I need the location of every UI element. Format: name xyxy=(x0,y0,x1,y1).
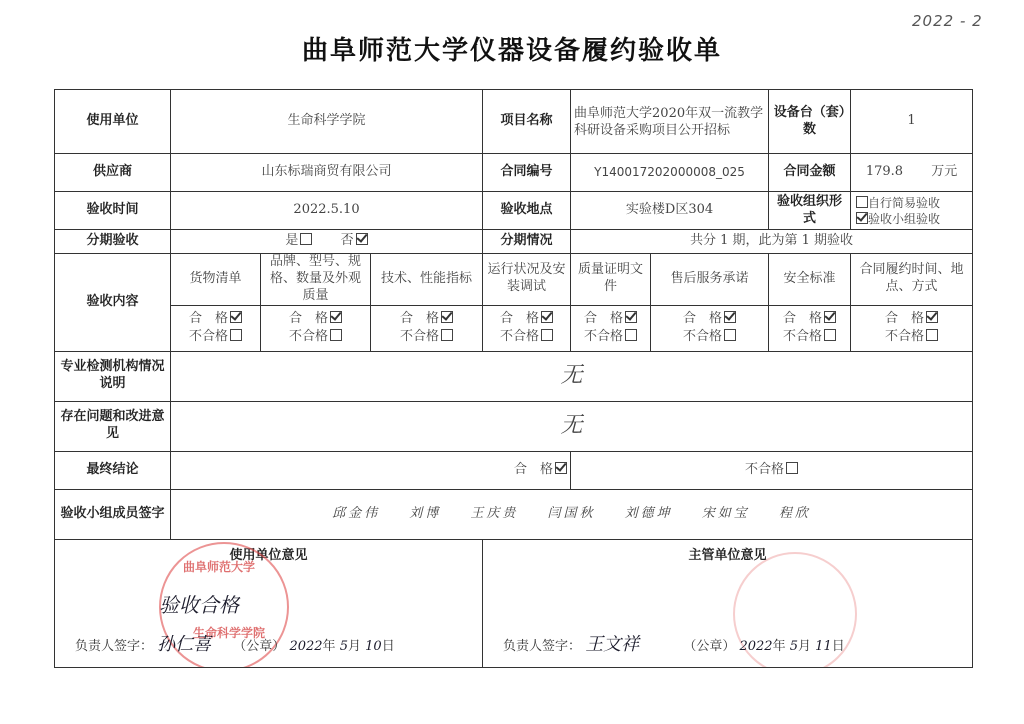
conclusion-fail-empty-icon[interactable] xyxy=(786,462,798,474)
pass-checked-icon[interactable] xyxy=(230,311,242,323)
acceptance-form-table xyxy=(54,89,973,668)
row-conclusion xyxy=(55,451,973,489)
members-label: 验收小组成员签字 xyxy=(55,489,171,539)
form-option-self[interactable]: 自行简易验收 xyxy=(854,195,969,211)
conclusion-pass-checked-icon[interactable] xyxy=(555,462,567,474)
supplier-value: 山东标瑞商贸有限公司 xyxy=(171,154,483,192)
result-cell-8: 合 格 不合格 xyxy=(851,305,973,351)
result-cell-6: 合 格 不合格 xyxy=(651,305,769,351)
result-cell-3: 合 格 不合格 xyxy=(371,305,483,351)
amount-unit: 万元 xyxy=(931,164,958,180)
content-col-7: 安全标准 xyxy=(769,254,851,306)
fail-empty-icon[interactable] xyxy=(330,329,342,341)
staged-label: 分期验收 xyxy=(55,230,171,254)
row-members xyxy=(55,489,973,539)
seal-bottom-text: 生命科学学院 xyxy=(193,625,266,640)
document-title: 曲阜师范大学仪器设备履约验收单 xyxy=(301,36,722,66)
checkbox-empty-icon xyxy=(856,196,868,208)
amount-label: 合同金额 xyxy=(769,154,851,192)
time-label: 验收时间 xyxy=(55,192,171,230)
user-unit-sign-row: 负责人签字： 孙仁喜 （公章） 2022年 5月 10日 xyxy=(75,634,395,656)
pass-checked-icon[interactable] xyxy=(926,311,938,323)
conclusion-pass: 合 格 xyxy=(171,451,571,489)
result-cell-1: 合 格 不合格 xyxy=(171,305,261,351)
inspection-value: 无 xyxy=(171,351,973,401)
unit-label: 使用单位 xyxy=(55,90,171,154)
content-col-8: 合同履约时间、地点、方式 xyxy=(851,254,973,306)
form-label: 验收组织形式 xyxy=(769,192,851,230)
fail-empty-icon[interactable] xyxy=(625,329,637,341)
fail-empty-icon[interactable] xyxy=(926,329,938,341)
staged-options: 是 否 xyxy=(171,230,483,254)
row-time xyxy=(55,192,973,230)
issues-value: 无 xyxy=(171,401,973,451)
row-issues xyxy=(55,401,973,451)
row-unit xyxy=(55,90,973,154)
staged-info-label: 分期情况 xyxy=(483,230,571,254)
conclusion-label: 最终结论 xyxy=(55,451,171,489)
content-col-3: 技术、性能指标 xyxy=(371,254,483,306)
qty-value: 1 xyxy=(851,90,973,154)
checkbox-no-checked-icon[interactable] xyxy=(356,233,368,245)
form-options xyxy=(851,192,973,230)
result-cell-2: 合 格 不合格 xyxy=(261,305,371,351)
conclusion-fail: 不合格 xyxy=(571,451,973,489)
place-value: 实验楼D区304 xyxy=(571,192,769,230)
row-content-header xyxy=(55,254,973,306)
amount-cell xyxy=(851,154,973,192)
result-cell-5: 合 格 不合格 xyxy=(571,305,651,351)
row-opinions xyxy=(55,539,973,667)
seal-top-text: 曲阜师范大学 xyxy=(183,559,256,574)
row-supplier xyxy=(55,154,973,192)
content-label: 验收内容 xyxy=(55,254,171,352)
time-value: 2022.5.10 xyxy=(171,192,483,230)
result-cell-4: 合 格 不合格 xyxy=(483,305,571,351)
place-label: 验收地点 xyxy=(483,192,571,230)
inspection-label: 专业检测机构情况说明 xyxy=(55,351,171,401)
content-col-1: 货物清单 xyxy=(171,254,261,306)
qty-label: 设备台（套）数 xyxy=(769,90,851,154)
supervisor-signer: 王文祥 xyxy=(585,634,640,656)
contract-no-label: 合同编号 xyxy=(483,154,571,192)
member-signatures: 邱金伟 刘博 王庆贵 闫国秋 刘德坤 宋如宝 程欣 xyxy=(171,489,973,539)
supervisor-opinion xyxy=(483,539,973,667)
pass-checked-icon[interactable] xyxy=(724,311,736,323)
supervisor-opinion-title: 主管单位意见 xyxy=(688,547,767,563)
user-unit-handwritten-note: 验收合格 xyxy=(159,592,239,617)
fail-empty-icon[interactable] xyxy=(541,329,553,341)
row-staged xyxy=(55,230,973,254)
checkbox-checked-icon xyxy=(856,212,868,224)
pass-checked-icon[interactable] xyxy=(625,311,637,323)
row-inspection xyxy=(55,351,973,401)
fail-empty-icon[interactable] xyxy=(230,329,242,341)
contract-no-value: Y140017202000008_025 xyxy=(571,154,769,192)
pass-checked-icon[interactable] xyxy=(330,311,342,323)
handwritten-corner-note: 2022 - 2 xyxy=(912,12,983,30)
checkbox-yes-empty-icon[interactable] xyxy=(300,233,312,245)
result-cell-7: 合 格 不合格 xyxy=(769,305,851,351)
content-col-2: 品牌、型号、规格、数量及外观质量 xyxy=(261,254,371,306)
fail-empty-icon[interactable] xyxy=(824,329,836,341)
user-unit-opinion-title: 使用单位意见 xyxy=(229,547,308,563)
content-col-6: 售后服务承诺 xyxy=(651,254,769,306)
amount-value: 179.8 xyxy=(865,164,904,180)
issues-label: 存在问题和改进意见 xyxy=(55,401,171,451)
content-col-5: 质量证明文件 xyxy=(571,254,651,306)
pass-checked-icon[interactable] xyxy=(441,311,453,323)
row-content-results xyxy=(55,305,973,351)
form-option-group[interactable]: 验收小组验收 xyxy=(854,211,969,227)
unit-value: 生命科学学院 xyxy=(171,90,483,154)
supplier-label: 供应商 xyxy=(55,154,171,192)
staged-info-value: 共分 1 期，此为第 1 期验收 xyxy=(571,230,973,254)
content-col-4: 运行状况及安装调试 xyxy=(483,254,571,306)
pass-checked-icon[interactable] xyxy=(541,311,553,323)
fail-empty-icon[interactable] xyxy=(724,329,736,341)
user-unit-signer: 孙仁喜 xyxy=(157,634,212,656)
supervisor-sign-row: 负责人签字： 王文祥 （公章） 2022年 5月 11日 xyxy=(503,634,845,656)
project-value: 曲阜师范大学2020年双一流教学科研设备采购项目公开招标 xyxy=(571,90,769,154)
project-label: 项目名称 xyxy=(483,90,571,154)
user-unit-opinion xyxy=(55,539,483,667)
pass-checked-icon[interactable] xyxy=(824,311,836,323)
fail-empty-icon[interactable] xyxy=(441,329,453,341)
